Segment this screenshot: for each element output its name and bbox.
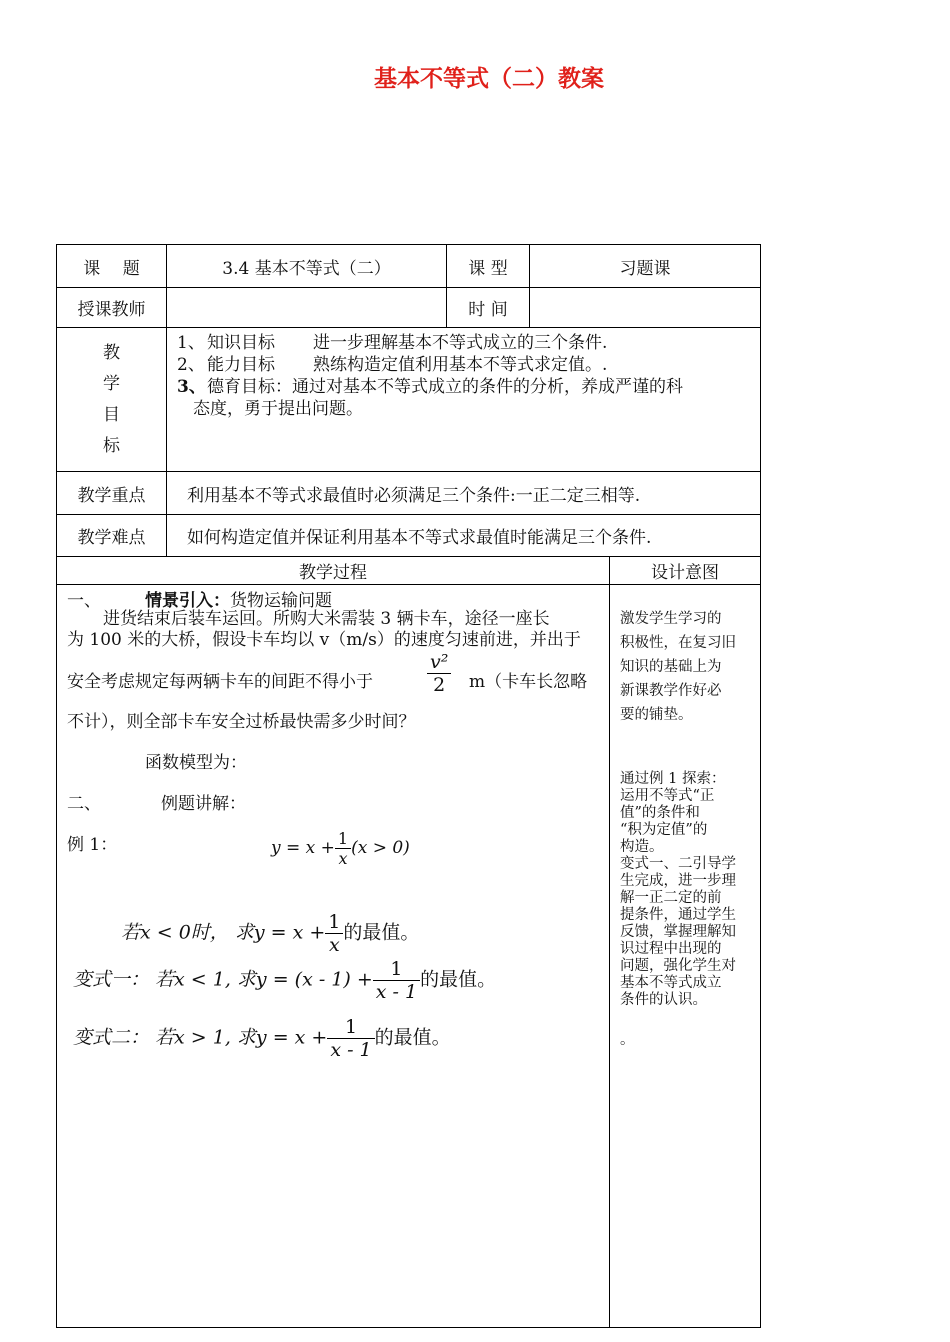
difficulty-text: 如何构造定值并保证利用基本不等式求最值时能满足三个条件. [167, 515, 761, 557]
process-content [57, 585, 610, 1328]
question-1: 若x < 0时， 求y = x + $\frac{1}{x}$ 的最值。 [121, 911, 420, 956]
teacher-value [167, 288, 447, 328]
difficulty-label: 教学难点 [57, 515, 167, 557]
row-process-header [57, 557, 761, 585]
row-goals [57, 328, 761, 472]
row-process-body [57, 585, 761, 1328]
scenario-line: 不计），则全部卡车安全过桥最快需多少时间？ [67, 712, 416, 732]
goals-label-char: 教 [103, 342, 120, 363]
type-value: 习题课 [530, 245, 761, 288]
section-two-heading: 二、 例题讲解： [67, 794, 246, 814]
row-key-point [57, 472, 761, 515]
goal-item: 2、 能力目标 熟练构造定值利用基本不等式求定值。. [177, 355, 608, 375]
goals-content [167, 328, 761, 472]
type-label: 课 型 [447, 245, 530, 288]
goals-label-char: 目 [103, 404, 120, 425]
process-label: 教学过程 [57, 557, 610, 585]
intent-block-2: 通过例 1 探索： 运用不等式“正 值”的条件和 “积为定值”的 构造。 变式一、二引导学 生完成，进一步理 解一正二定的前 提条件，通过学生 反馈，掌握理解知 识过程中出现的 问题，强化学生对 基本不等式成立 条件的认识。 [620, 771, 736, 1008]
goals-label [57, 328, 167, 472]
time-label: 时 间 [447, 288, 530, 328]
topic-value: 3.4 基本不等式（二） [167, 245, 447, 288]
intent-content [610, 585, 761, 1328]
goals-label-char: 标 [103, 435, 120, 456]
gap-fraction: $\frac{\text{v²}}{2}$ [427, 651, 451, 696]
scenario-line: 为 100 米的大桥，假设卡车均以 v（m/s）的速度匀速前进，并出于 [67, 630, 581, 650]
goal-continuation: 态度，勇于提出问题。 [193, 399, 363, 419]
example-1-label: 例 1： [67, 835, 118, 855]
section-one-heading: 一、 情景引入：货物运输问题 [67, 591, 332, 611]
scenario-line: 安全考虑规定每两辆卡车的间距不得小于 [67, 672, 373, 692]
intent-end: 。 [620, 1032, 635, 1048]
scenario-line: m（卡车长忽略 [469, 672, 588, 692]
intent-label: 设计意图 [610, 557, 761, 585]
goals-label-char: 学 [103, 373, 120, 394]
goal-item: 3、德育目标：通过对基本不等式成立的条件的分析，养成严谨的科 [177, 377, 683, 397]
time-value [530, 288, 761, 328]
variant-1: 变式一： 若x < 1, 求y = (x - 1) + $\frac{1}{x - 1}$ 的最值。 [73, 958, 497, 1003]
topic-label: 课 题 [57, 245, 167, 288]
example-1-formula: y = x + $\frac{1}{x}$ (x > 0) [271, 829, 410, 868]
teacher-label: 授课教师 [57, 288, 167, 328]
model-label: 函数模型为： [145, 753, 247, 773]
variant-2: 变式二： 若x > 1, 求y = x + $\frac{1}{x - 1}$ 的最值。 [73, 1016, 451, 1061]
lesson-plan-table [56, 244, 761, 1328]
key-label: 教学重点 [57, 472, 167, 515]
row-difficulty [57, 515, 761, 557]
scenario-line: 进货结束后装车运回。所购大米需装 3 辆卡车，途径一座长 [103, 609, 550, 629]
key-text: 利用基本不等式求最值时必须满足三个条件:一正二定三相等. [167, 472, 761, 515]
intent-block-1: 激发学生学习的 积极性，在复习旧 知识的基础上为 新课教学作好必 要的铺垫。 [620, 611, 736, 723]
row-teacher [57, 288, 761, 328]
row-topic [57, 245, 761, 288]
page-title: 基本不等式（二）教案 [374, 65, 604, 92]
goal-item: 1、 知识目标 进一步理解基本不等式成立的三个条件. [177, 333, 608, 353]
